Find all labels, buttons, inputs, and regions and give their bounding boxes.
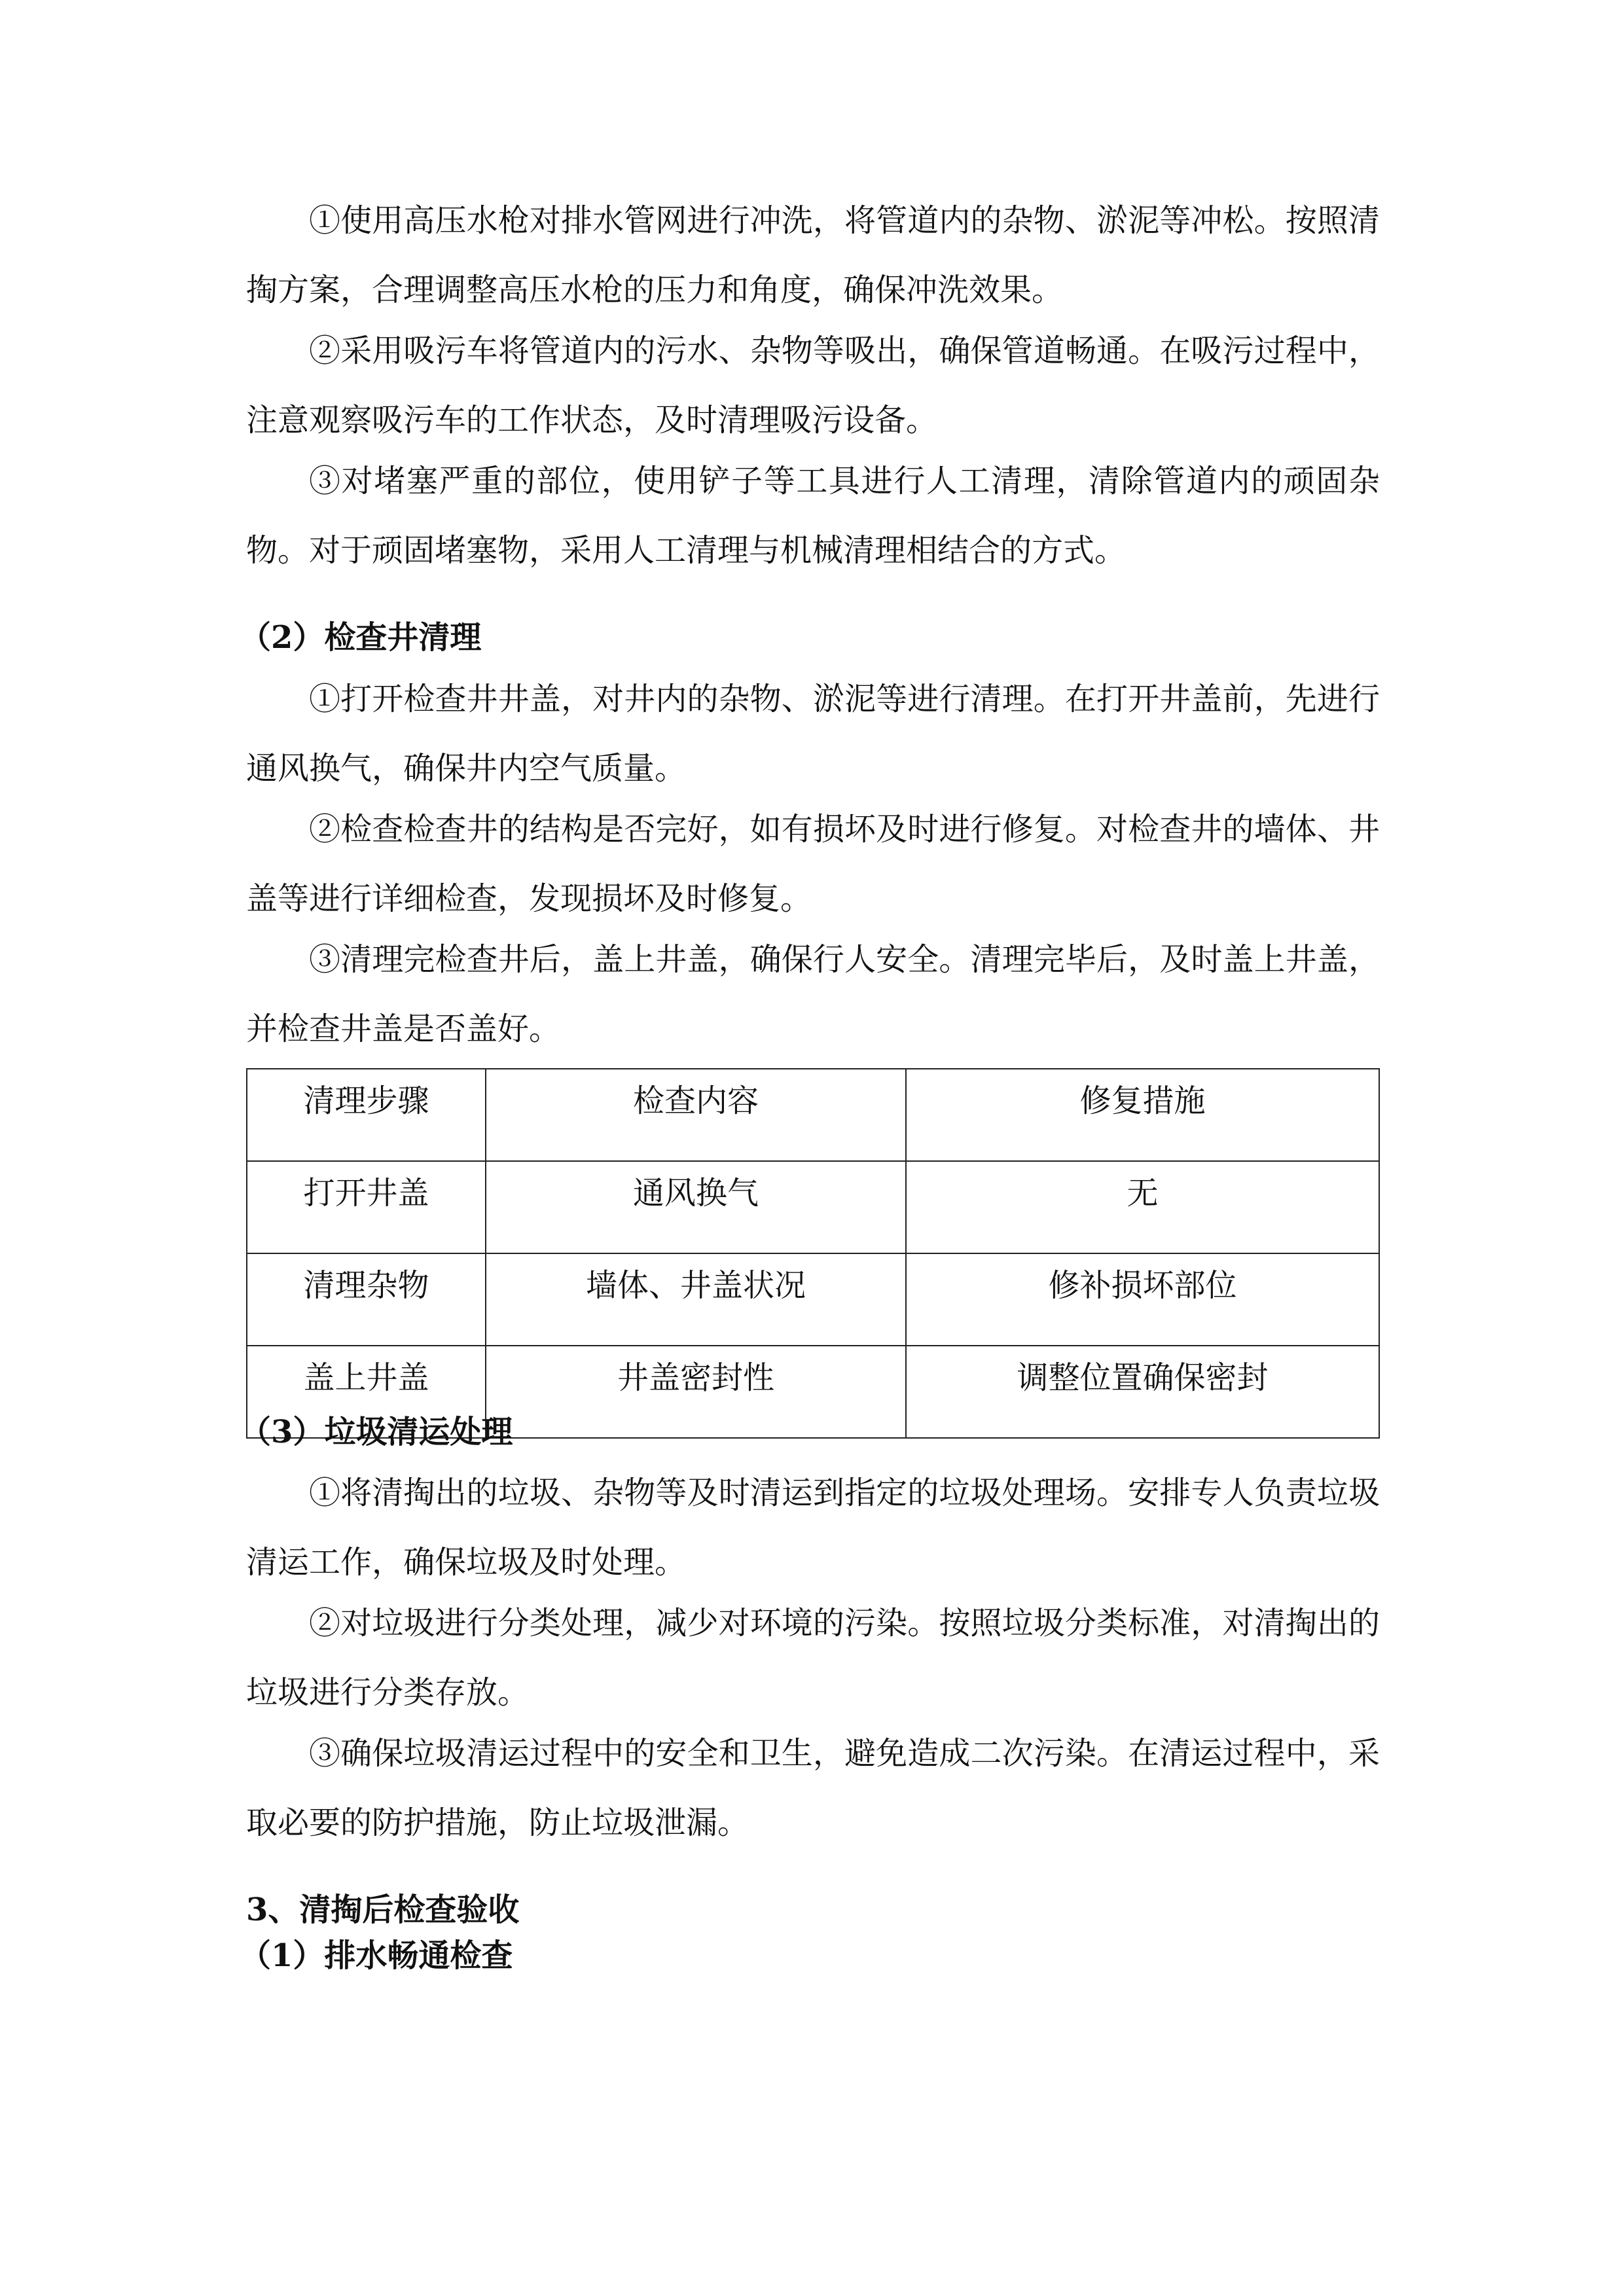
table-row (247, 1253, 1379, 1346)
paragraph-flushing: ①使用高压水枪对排水管网进行冲洗，将管道内的杂物、淤泥等冲松。按照清掏方案，合理调整高压水枪的压力和角度，确保冲洗效果。 (246, 202, 1380, 308)
table-cell: 修补损坏部位 (906, 1253, 1379, 1346)
table-header-cell: 修复措施 (906, 1069, 1379, 1161)
table-row (247, 1161, 1379, 1253)
paragraph-check-structure: ②检查检查井的结构是否完好，如有损坏及时进行修复。对检查井的墙体、井盖等进行详细检查，发现损坏及时修复。 (246, 811, 1380, 917)
table-cell: 无 (906, 1161, 1379, 1253)
table-cell: 打开井盖 (247, 1161, 486, 1253)
paragraph-garbage-safety: ③确保垃圾清运过程中的安全和卫生，避免造成二次污染。在清运过程中，采取必要的防护措施，防止垃圾泄漏。 (246, 1735, 1380, 1841)
heading-inspection-well: （2）检查井清理 (240, 619, 482, 656)
heading-drainage-check: （1）排水畅通检查 (240, 1937, 513, 1974)
heading-garbage: （3）垃圾清运处理 (240, 1414, 513, 1450)
table-header-cell: 检查内容 (486, 1069, 906, 1161)
table-cell: 盖上井盖 (247, 1346, 486, 1438)
paragraph-suction: ②采用吸污车将管道内的污水、杂物等吸出，确保管道畅通。在吸污过程中，注意观察吸污车的工作状态，及时清理吸污设备。 (246, 332, 1380, 439)
table-cell: 清理杂物 (247, 1253, 486, 1346)
paragraph-manual-clearing: ③对堵塞严重的部位，使用铲子等工具进行人工清理，清除管道内的顽固杂物。对于顽固堵塞物，采用人工清理与机械清理相结合的方式。 (246, 463, 1380, 569)
table-cell: 墙体、井盖状况 (486, 1253, 906, 1346)
table-header-row (247, 1069, 1379, 1161)
table-cell: 调整位置确保密封 (906, 1346, 1379, 1438)
paragraph-garbage-sorting: ②对垃圾进行分类处理，减少对环境的污染。按照垃圾分类标准，对清掏出的垃圾进行分类存放。 (246, 1605, 1380, 1711)
inspection-table (246, 1068, 1380, 1439)
table-cell: 井盖密封性 (486, 1346, 906, 1438)
heading-acceptance: 3、清掏后检查验收 (246, 1892, 520, 1928)
table-header-cell: 清理步骤 (247, 1069, 486, 1161)
paragraph-garbage-transport: ①将清掏出的垃圾、杂物等及时清运到指定的垃圾处理场。安排专人负责垃圾清运工作，确保垃圾及时处理。 (246, 1475, 1380, 1581)
table-cell: 通风换气 (486, 1161, 906, 1253)
paragraph-open-cover: ①打开检查井井盖，对井内的杂物、淤泥等进行清理。在打开井盖前，先进行通风换气，确保井内空气质量。 (246, 681, 1380, 787)
paragraph-close-cover: ③清理完检查井后，盖上井盖，确保行人安全。清理完毕后，及时盖上井盖，并检查井盖是否盖好。 (246, 941, 1380, 1047)
